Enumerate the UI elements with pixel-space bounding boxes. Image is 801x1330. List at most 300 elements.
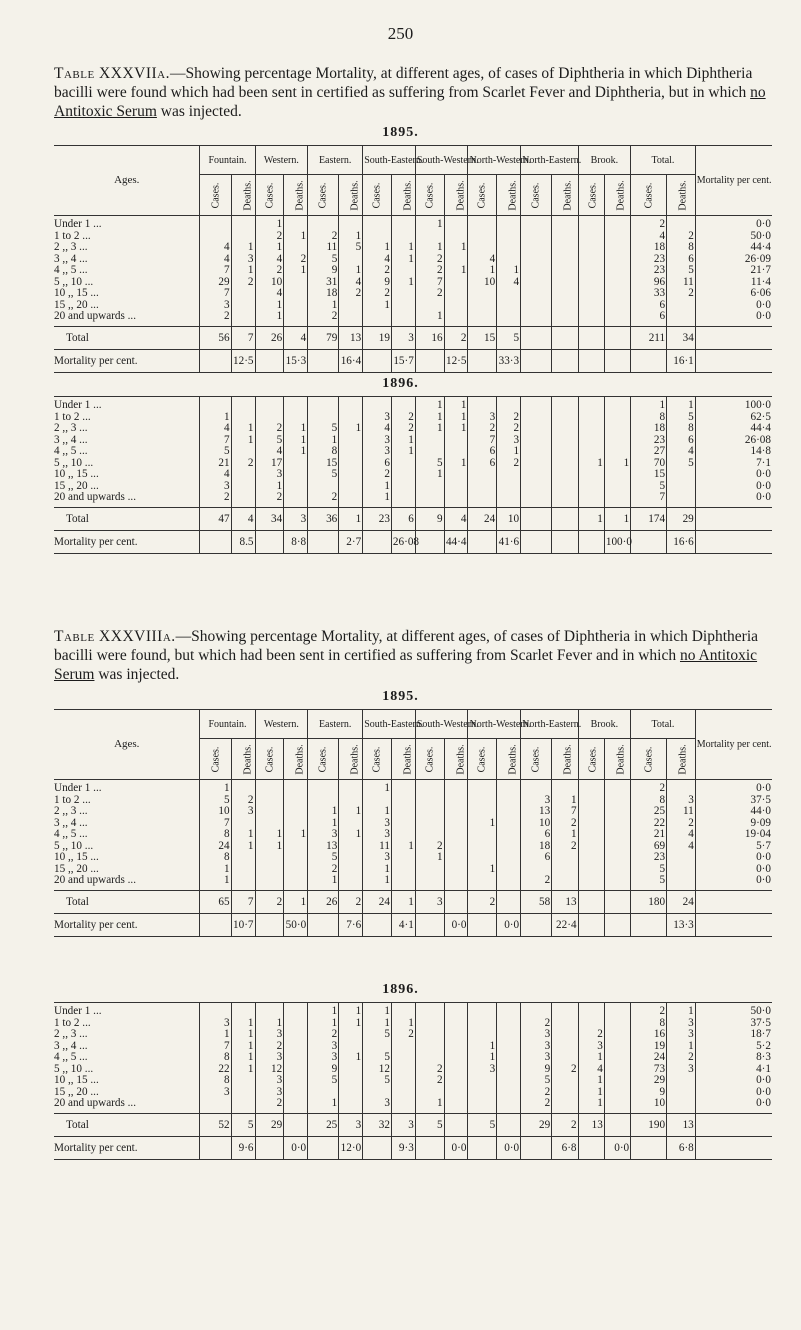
mortality-table bbox=[54, 396, 772, 554]
cases-subheader bbox=[255, 739, 284, 780]
table-cell bbox=[552, 1041, 578, 1053]
table-cell: 29 bbox=[631, 1075, 667, 1087]
table-cell bbox=[339, 458, 363, 470]
total-cell: 6 bbox=[391, 507, 415, 530]
table-cell bbox=[497, 1098, 521, 1113]
table-cell bbox=[497, 875, 521, 890]
table-cell: 1 bbox=[363, 481, 392, 493]
table-cell: 3 bbox=[363, 818, 392, 830]
table-cell: 1 bbox=[339, 1018, 363, 1030]
age-label: 15 ,, 20 ... bbox=[54, 479, 99, 492]
cases-label: Cases. bbox=[424, 746, 436, 772]
table-cell: 4 bbox=[200, 242, 231, 254]
cases-subheader bbox=[415, 175, 444, 216]
cases-label: Cases. bbox=[371, 182, 383, 208]
table-cell: 2 bbox=[552, 818, 578, 830]
district-header: Brook. bbox=[578, 710, 631, 739]
table-cell: 7 bbox=[200, 818, 231, 830]
table-cell: 9·09 bbox=[695, 818, 772, 830]
district-header: Total. bbox=[631, 146, 696, 175]
table-cell bbox=[415, 875, 444, 890]
table-cell: 2 bbox=[363, 469, 392, 481]
table-cell: 1 bbox=[363, 1003, 392, 1018]
table-cell bbox=[231, 1075, 255, 1087]
mortality-cell bbox=[521, 349, 552, 372]
table-cell bbox=[578, 300, 604, 312]
table-cell: 0·0 bbox=[695, 852, 772, 864]
table-cell: 1 bbox=[391, 277, 415, 289]
table-cell: 2 bbox=[521, 1087, 552, 1099]
table-cell: 21 bbox=[200, 458, 231, 470]
table-cell: 7 bbox=[552, 806, 578, 818]
table-cell bbox=[521, 288, 552, 300]
table-cell bbox=[604, 492, 630, 507]
table-cell bbox=[444, 1075, 468, 1087]
table-cell bbox=[667, 864, 696, 876]
mortality-cell bbox=[363, 349, 392, 372]
table-cell: 3 bbox=[667, 795, 696, 807]
table-cell: 12 bbox=[363, 1064, 392, 1076]
mortality-cell: 8·8 bbox=[284, 530, 308, 553]
cases-label: Cases. bbox=[586, 182, 598, 208]
table-cell bbox=[604, 397, 630, 412]
table-cell: 5 bbox=[255, 435, 284, 447]
table-cell: 4 bbox=[363, 254, 392, 266]
table-cell bbox=[497, 841, 521, 853]
table-cell bbox=[444, 277, 468, 289]
table-cell bbox=[604, 1029, 630, 1041]
table-cell bbox=[444, 795, 468, 807]
table-cell bbox=[604, 288, 630, 300]
table-cell: 2 bbox=[363, 288, 392, 300]
total-cell bbox=[552, 326, 578, 349]
total-cell: 23 bbox=[363, 507, 392, 530]
cases-label: Cases. bbox=[371, 746, 383, 772]
table-cell bbox=[415, 780, 444, 795]
table-row bbox=[54, 288, 772, 300]
table-cell: 1 bbox=[604, 458, 630, 470]
table-cell bbox=[468, 300, 497, 312]
mortality-cell: 4·1 bbox=[391, 913, 415, 936]
cases-subheader bbox=[255, 175, 284, 216]
table-cell bbox=[604, 412, 630, 424]
total-cell: 34 bbox=[667, 326, 696, 349]
table-cell bbox=[339, 875, 363, 890]
table-cell: 4 bbox=[200, 469, 231, 481]
table-cell bbox=[444, 864, 468, 876]
table-cell bbox=[552, 423, 578, 435]
deaths-label: Deaths. bbox=[507, 743, 519, 775]
age-label: 20 and upwards ... bbox=[54, 1098, 200, 1113]
cases-label: Cases. bbox=[643, 746, 655, 772]
age-label: 10 ,, 15 ... bbox=[54, 287, 99, 299]
table-cell bbox=[391, 1003, 415, 1018]
table-cell: 3 bbox=[521, 1029, 552, 1041]
table-cell bbox=[255, 795, 284, 807]
cases-subheader bbox=[363, 739, 392, 780]
table-cell bbox=[415, 1003, 444, 1018]
table-cell: 62·5 bbox=[695, 412, 772, 424]
mortality-cell bbox=[578, 1136, 604, 1159]
table-cell bbox=[521, 492, 552, 507]
deaths-subheader bbox=[604, 175, 630, 216]
mortality-cell: 44·4 bbox=[444, 530, 468, 553]
table-cell: 1 bbox=[339, 1052, 363, 1064]
table-cell: 1 bbox=[339, 806, 363, 818]
table-cell bbox=[552, 1003, 578, 1018]
deaths-label: Deaths. bbox=[402, 743, 414, 775]
mortality-cell bbox=[552, 530, 578, 553]
total-cell: 56 bbox=[200, 326, 231, 349]
table-cell bbox=[667, 311, 696, 326]
mortality-cell: 0·0 bbox=[444, 913, 468, 936]
table-cell bbox=[497, 806, 521, 818]
total-cell: 2 bbox=[339, 890, 363, 913]
table-cell: 1 bbox=[231, 1029, 255, 1041]
table-cell: 9 bbox=[363, 277, 392, 289]
district-header: North-Western. bbox=[468, 710, 521, 739]
total-cell: 4 bbox=[444, 507, 468, 530]
table-cell bbox=[339, 1064, 363, 1076]
total-cell: 34 bbox=[255, 507, 284, 530]
table-cell bbox=[200, 216, 231, 231]
table-cell: 1 bbox=[231, 265, 255, 277]
table-row bbox=[54, 469, 772, 481]
table-cell: 1 bbox=[391, 242, 415, 254]
table-cell bbox=[604, 795, 630, 807]
table-cell: 11 bbox=[667, 806, 696, 818]
table-cell: 1 bbox=[497, 265, 521, 277]
mortality-cell bbox=[468, 349, 497, 372]
table-cell bbox=[468, 806, 497, 818]
mortality-cell: 6·8 bbox=[552, 1136, 578, 1159]
table-cell: 14·8 bbox=[695, 446, 772, 458]
table-cell: 23 bbox=[631, 852, 667, 864]
table-cell bbox=[391, 795, 415, 807]
table-cell: 5 bbox=[308, 423, 339, 435]
table-cell: 2 bbox=[415, 841, 444, 853]
table-cell bbox=[255, 806, 284, 818]
table-cell bbox=[284, 806, 308, 818]
total-cell: 16 bbox=[415, 326, 444, 349]
table-cell bbox=[255, 864, 284, 876]
total-cell bbox=[578, 890, 604, 913]
table-cell: 7 bbox=[200, 435, 231, 447]
table-cell bbox=[604, 1087, 630, 1099]
cases-label: Cases. bbox=[643, 182, 655, 208]
mortality-cell: 33·3 bbox=[497, 349, 521, 372]
table-cell: 1 bbox=[231, 435, 255, 447]
mortality-cell bbox=[363, 1136, 392, 1159]
table-cell bbox=[468, 780, 497, 795]
table-cell: 18 bbox=[521, 841, 552, 853]
table-cell: 7 bbox=[468, 435, 497, 447]
table-cell: 2 bbox=[521, 1018, 552, 1030]
table-cell bbox=[578, 311, 604, 326]
table-cell: 3 bbox=[363, 829, 392, 841]
table-cell bbox=[604, 231, 630, 243]
table-cell bbox=[415, 795, 444, 807]
total-cell: 2 bbox=[255, 890, 284, 913]
table-cell bbox=[468, 1098, 497, 1113]
table-cell: 69 bbox=[631, 841, 667, 853]
table-cell: 2 bbox=[631, 216, 667, 231]
table-cell bbox=[468, 288, 497, 300]
table-cell: 1 bbox=[308, 1018, 339, 1030]
table-cell bbox=[604, 265, 630, 277]
table-cell bbox=[497, 829, 521, 841]
table-cell bbox=[444, 1029, 468, 1041]
cases-label: Cases. bbox=[317, 182, 329, 208]
table-cell: 5 bbox=[308, 254, 339, 266]
table-cell: 6 bbox=[667, 435, 696, 447]
total-cell: 1 bbox=[284, 890, 308, 913]
table-cell: 21 bbox=[631, 829, 667, 841]
table-row bbox=[54, 242, 772, 254]
table-cell bbox=[339, 1029, 363, 1041]
table-row bbox=[54, 1003, 772, 1018]
table-cell: 10 bbox=[521, 818, 552, 830]
total-cell: 3 bbox=[391, 1113, 415, 1136]
table-cell: 1 bbox=[363, 1018, 392, 1030]
table-cell bbox=[231, 1003, 255, 1018]
table-cell: 10 bbox=[631, 1098, 667, 1113]
total-cell bbox=[604, 326, 630, 349]
table-cell: 0·0 bbox=[695, 481, 772, 493]
table-cell bbox=[578, 806, 604, 818]
table-cell bbox=[231, 875, 255, 890]
table-cell: 5 bbox=[339, 242, 363, 254]
table-cell: 1 bbox=[391, 841, 415, 853]
table-cell bbox=[468, 1075, 497, 1087]
table-cell bbox=[521, 412, 552, 424]
table-cell: 2 bbox=[667, 231, 696, 243]
table-cell: 3 bbox=[200, 300, 231, 312]
table-cell bbox=[284, 864, 308, 876]
table-cell: 8 bbox=[200, 829, 231, 841]
table-cell: 1 bbox=[391, 1018, 415, 1030]
cases-subheader bbox=[200, 739, 231, 780]
table-cell: 1 bbox=[308, 818, 339, 830]
total-cell: 2 bbox=[444, 326, 468, 349]
age-label: 4 ,, 5 ... bbox=[54, 828, 88, 840]
table-cell bbox=[604, 1018, 630, 1030]
table-cell bbox=[497, 242, 521, 254]
table-cell bbox=[339, 852, 363, 864]
table-cell: 3 bbox=[363, 852, 392, 864]
table-cell bbox=[308, 216, 339, 231]
table-cell: 4 bbox=[667, 446, 696, 458]
table-cell: 4 bbox=[200, 254, 231, 266]
table-cell bbox=[284, 1098, 308, 1113]
table-cell: 1 bbox=[255, 829, 284, 841]
table-cell: 5·2 bbox=[695, 1041, 772, 1053]
table-cell bbox=[284, 1029, 308, 1041]
mortality-cell bbox=[631, 1136, 667, 1159]
table-cell bbox=[391, 492, 415, 507]
table-cell: 3 bbox=[231, 254, 255, 266]
table-cell: 1 bbox=[578, 1098, 604, 1113]
district-header: Western. bbox=[255, 146, 308, 175]
table-cell bbox=[284, 492, 308, 507]
table-cell bbox=[444, 1064, 468, 1076]
mortality-cell bbox=[695, 913, 772, 936]
table-cell: 44·0 bbox=[695, 806, 772, 818]
table-cell bbox=[415, 1029, 444, 1041]
mortality-cell: 0·0 bbox=[444, 1136, 468, 1159]
table-cell: 1 bbox=[578, 1075, 604, 1087]
table-cell bbox=[391, 829, 415, 841]
table-cell: 18 bbox=[308, 288, 339, 300]
total-cell bbox=[604, 1113, 630, 1136]
table-cell bbox=[604, 216, 630, 231]
deaths-subheader bbox=[339, 175, 363, 216]
mortality-cell bbox=[255, 349, 284, 372]
total-cell: 5 bbox=[415, 1113, 444, 1136]
table-cell: 2 bbox=[308, 864, 339, 876]
cases-subheader bbox=[468, 739, 497, 780]
table-cell bbox=[284, 277, 308, 289]
table-cell bbox=[339, 1098, 363, 1113]
table-cell: 1 bbox=[363, 875, 392, 890]
table-cell: 3 bbox=[200, 1018, 231, 1030]
table-cell: 5 bbox=[363, 1052, 392, 1064]
table-cell: 23 bbox=[631, 435, 667, 447]
table-cell bbox=[604, 841, 630, 853]
table-cell: 8 bbox=[631, 412, 667, 424]
mortality-cell bbox=[415, 1136, 444, 1159]
table-cell: 22 bbox=[200, 1064, 231, 1076]
table-cell: 5 bbox=[631, 864, 667, 876]
table-cell: 3 bbox=[468, 412, 497, 424]
table-cell: 2 bbox=[415, 1064, 444, 1076]
table-row bbox=[54, 1052, 772, 1064]
table-cell bbox=[521, 780, 552, 795]
table-cell bbox=[578, 277, 604, 289]
total-cell: 2 bbox=[552, 1113, 578, 1136]
table-cell: 2 bbox=[200, 311, 231, 326]
table-cell bbox=[521, 469, 552, 481]
table-cell bbox=[521, 423, 552, 435]
deaths-label: Deaths. bbox=[562, 179, 574, 211]
table-cell bbox=[578, 818, 604, 830]
table-cell bbox=[308, 397, 339, 412]
total-cell: 36 bbox=[308, 507, 339, 530]
age-label: 15 ,, 20 ... bbox=[54, 298, 99, 311]
table-cell bbox=[415, 1041, 444, 1053]
total-cell: 180 bbox=[631, 890, 667, 913]
table-row bbox=[54, 423, 772, 435]
table-cell: 26·08 bbox=[695, 435, 772, 447]
table-cell bbox=[468, 1003, 497, 1018]
table-cell: 1 bbox=[339, 231, 363, 243]
table-cell: 5·7 bbox=[695, 841, 772, 853]
age-label: 3 ,, 4 ... bbox=[54, 816, 88, 829]
total-cell: 13 bbox=[578, 1113, 604, 1136]
deaths-subheader bbox=[604, 739, 630, 780]
table-cell: 3 bbox=[255, 1052, 284, 1064]
table-cell: 15 bbox=[308, 458, 339, 470]
mortality-cell bbox=[521, 530, 552, 553]
table-cell: 7 bbox=[415, 277, 444, 289]
table-cell: 1 bbox=[415, 412, 444, 424]
cases-label: Cases. bbox=[530, 746, 542, 772]
table-cell bbox=[444, 1098, 468, 1113]
table-cell: 5 bbox=[667, 458, 696, 470]
total-cell: 52 bbox=[200, 1113, 231, 1136]
table-cell: 1 bbox=[231, 841, 255, 853]
table-cell bbox=[391, 818, 415, 830]
table-cell: 1 bbox=[552, 795, 578, 807]
table-cell: 5 bbox=[521, 1075, 552, 1087]
table-cell: 2 bbox=[552, 1064, 578, 1076]
table-cell: 4 bbox=[255, 254, 284, 266]
table-row bbox=[54, 780, 772, 795]
table-cell: 1 bbox=[308, 1098, 339, 1113]
total-cell: 4 bbox=[284, 326, 308, 349]
total-cell: 9 bbox=[415, 507, 444, 530]
table-cell: 11 bbox=[667, 277, 696, 289]
mortality-cell bbox=[468, 913, 497, 936]
table-cell: 1 bbox=[415, 1098, 444, 1113]
table-cell: 2 bbox=[631, 1003, 667, 1018]
table-cell: 2 bbox=[578, 1029, 604, 1041]
table-cell bbox=[604, 254, 630, 266]
table-cell: 2 bbox=[255, 1041, 284, 1053]
age-label: 2 ,, 3 ... bbox=[54, 805, 88, 817]
year-heading: 1895. bbox=[382, 689, 419, 704]
table-cell: 4 bbox=[339, 277, 363, 289]
mortality-cell: 100·0 bbox=[604, 530, 630, 553]
table-cell: 24 bbox=[200, 841, 231, 853]
table-cell bbox=[415, 446, 444, 458]
table-cell: 1 bbox=[284, 231, 308, 243]
mortality-cell bbox=[521, 1136, 552, 1159]
table-cell: 0·0 bbox=[695, 469, 772, 481]
table-cell: 23 bbox=[631, 265, 667, 277]
table-cell: 18 bbox=[631, 423, 667, 435]
table-cell: 23 bbox=[631, 254, 667, 266]
mortality-label: Mortality per cent. bbox=[54, 1136, 200, 1159]
table-cell bbox=[339, 397, 363, 412]
table-cell: 3 bbox=[255, 1087, 284, 1099]
table-cell: 11 bbox=[308, 242, 339, 254]
table-cell bbox=[521, 242, 552, 254]
table-cell: 3 bbox=[255, 469, 284, 481]
mortality-cell bbox=[578, 530, 604, 553]
deaths-subheader bbox=[391, 739, 415, 780]
mortality-cell bbox=[415, 349, 444, 372]
table-cell bbox=[284, 469, 308, 481]
table-cell: 8 bbox=[308, 446, 339, 458]
total-cell: 29 bbox=[521, 1113, 552, 1136]
table-cell: 6·06 bbox=[695, 288, 772, 300]
table-cell bbox=[604, 875, 630, 890]
table-cell: 4 bbox=[578, 1064, 604, 1076]
table-cell: 4 bbox=[667, 829, 696, 841]
table-cell bbox=[578, 412, 604, 424]
deaths-subheader bbox=[552, 739, 578, 780]
table-cell bbox=[231, 852, 255, 864]
table-cell bbox=[391, 864, 415, 876]
table-cell: 33 bbox=[631, 288, 667, 300]
table-cell bbox=[339, 1075, 363, 1087]
table-cell: 6 bbox=[521, 852, 552, 864]
table-cell bbox=[578, 265, 604, 277]
table-cell: 1 bbox=[255, 311, 284, 326]
mortality-header: Mortality per cent. bbox=[695, 146, 772, 216]
table-cell: 73 bbox=[631, 1064, 667, 1076]
